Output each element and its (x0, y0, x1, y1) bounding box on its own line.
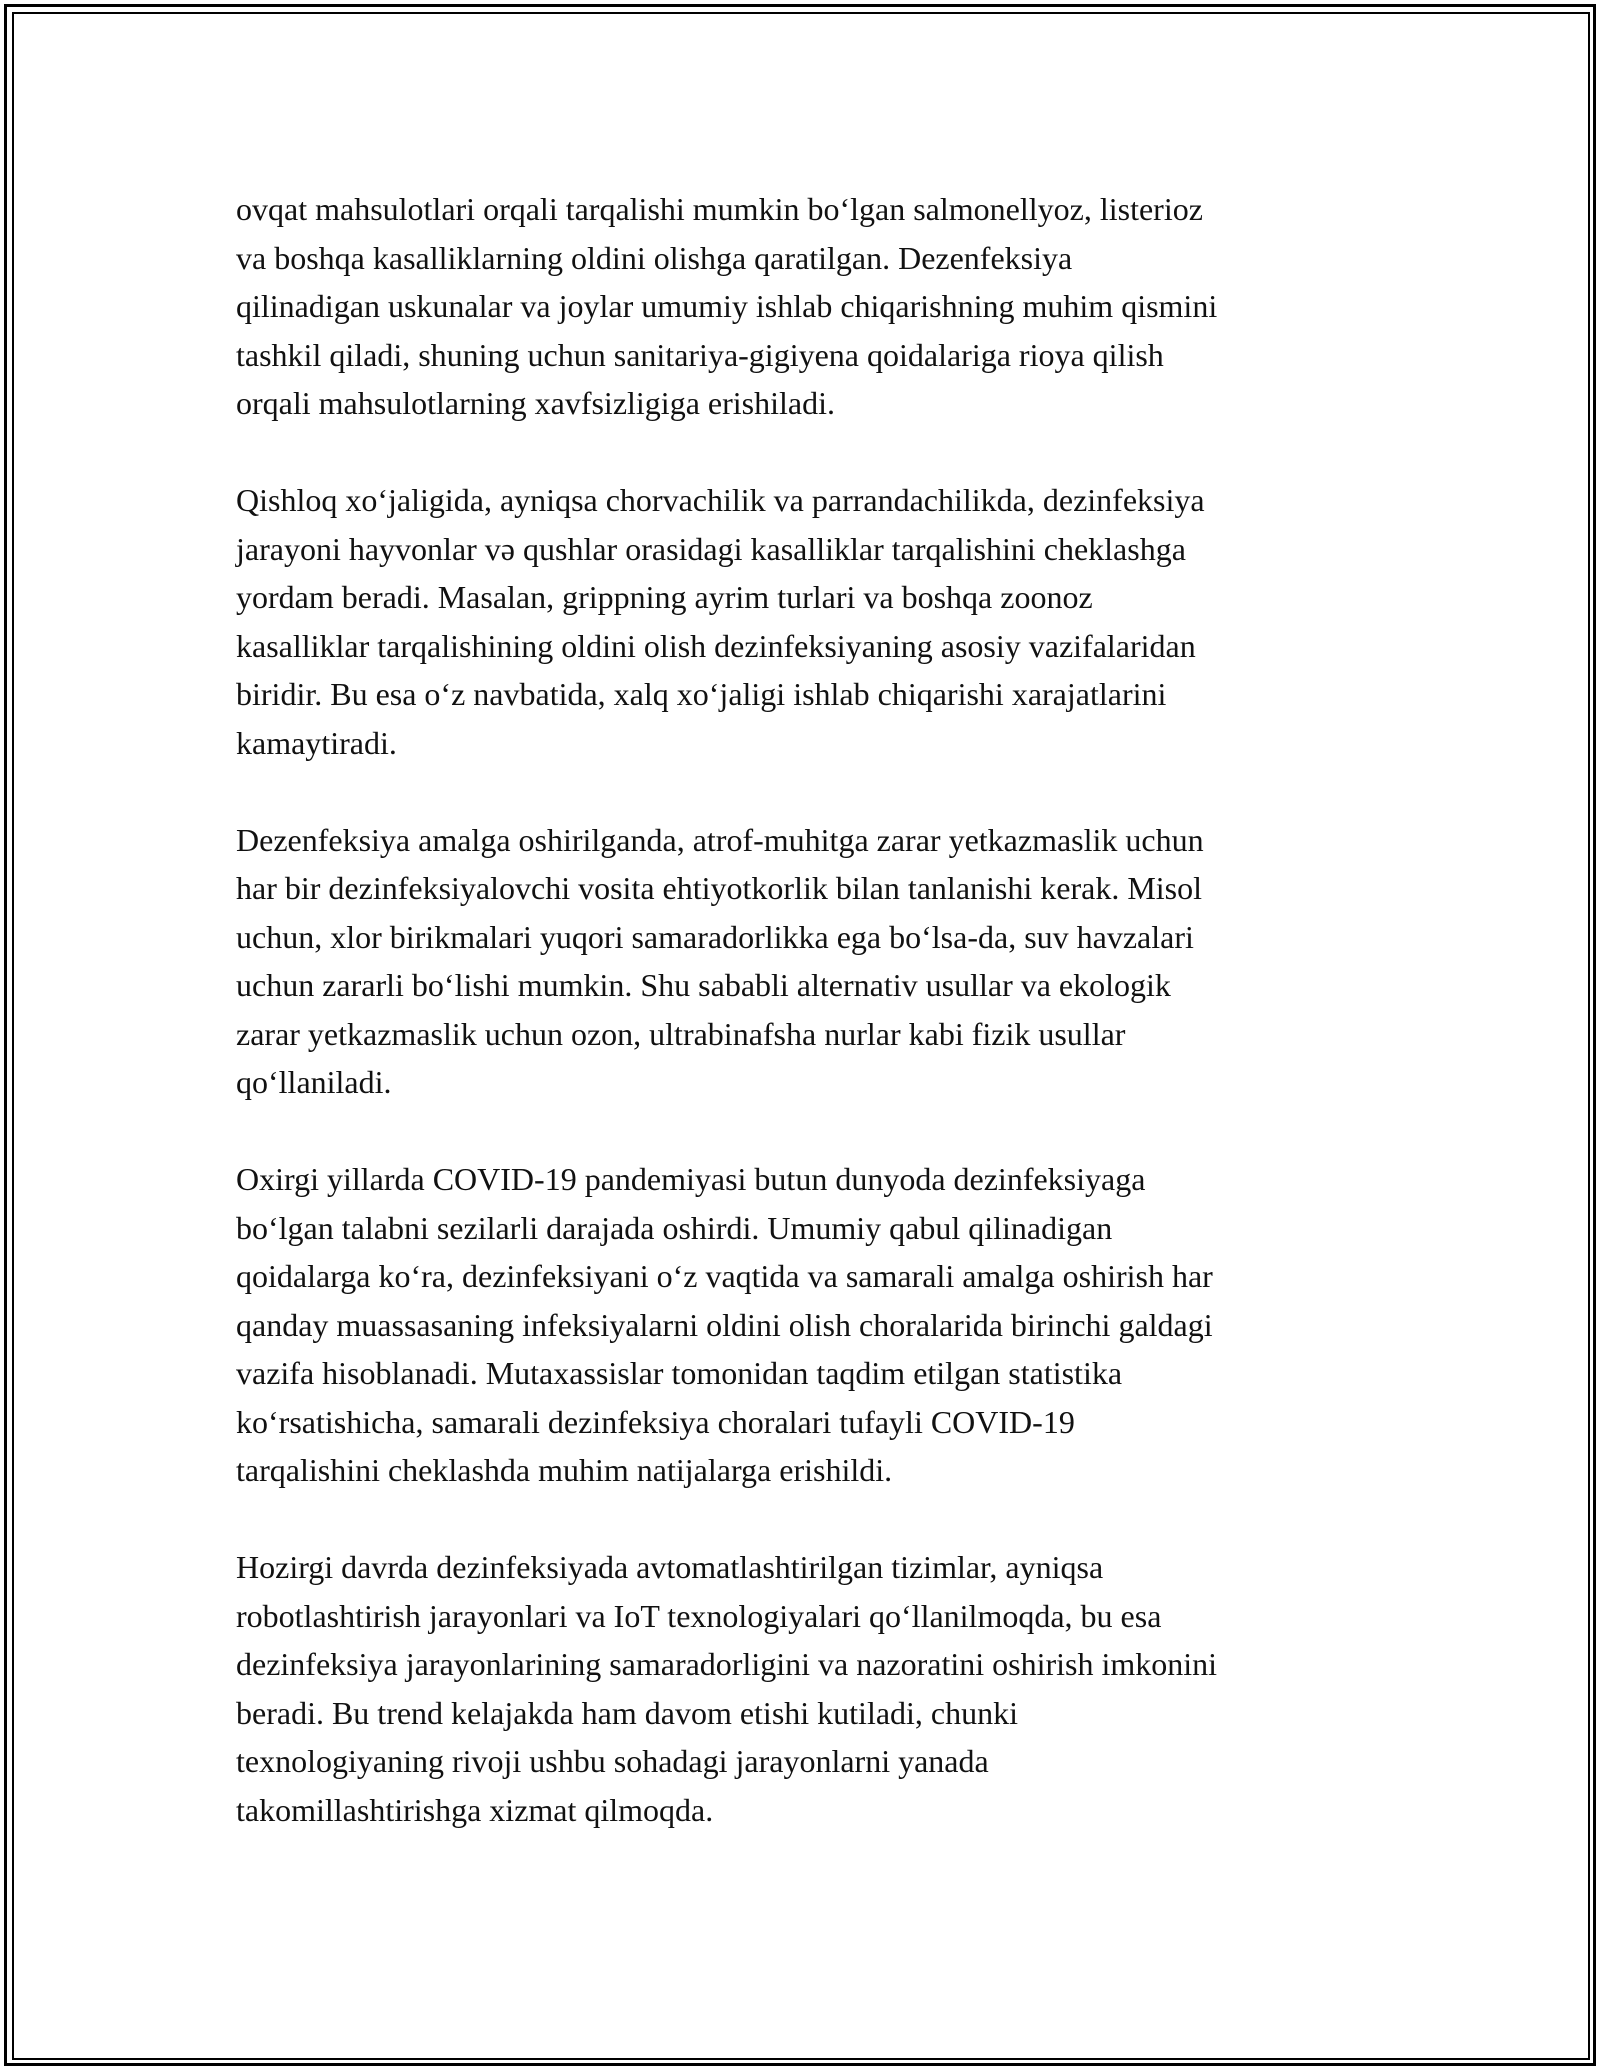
text-line: Hozirgi davrda dezinfeksiyada avtomatlashtirilgan tizimlar, ayniqsa (236, 1549, 1104, 1585)
text-line: jarayoni hayvonlar və qushlar orasidagi kasalliklar tarqalishini cheklashga (236, 530, 1186, 567)
text-line: Dezenfeksiya amalga oshirilganda, atrof-muhitga zarar yetkazmaslik uchun (236, 821, 1204, 858)
text-line: kasalliklar tarqalishining oldini olish dezinfeksiyaning asosiy vazifalaridan (236, 627, 1196, 664)
text-line: orqali mahsulotlarning xavfsizligiga erishiladi. (236, 385, 835, 421)
paragraph-covid (236, 1155, 1366, 1495)
text-line: texnologiyaning rivoji ushbu sohadagi jarayonlarni yanada (236, 1743, 989, 1779)
text-line: qilinadigan uskunalar va joylar umumiy ishlab chiqarishning muhim qismini (236, 288, 1218, 324)
text-line: har bir dezinfeksiyalovchi vosita ehtiyotkorlik bilan tanlanishi kerak. Misol (236, 870, 1202, 906)
paragraph-environment (236, 816, 1366, 1107)
text-line: boʻlgan talabni sezilarli darajada oshirdi. Umumiy qabul qilinadigan (236, 1209, 1113, 1246)
text-line: yordam beradi. Masalan, grippning ayrim turlari va boshqa zoonoz (236, 579, 1093, 615)
text-line: takomillashtirishga xizmat qilmoqda. (236, 1791, 714, 1828)
text-line: qanday muassasaning infeksiyalarni oldini olish choralarida birinchi galdagi (236, 1306, 1213, 1343)
text-line: koʻrsatishicha, samarali dezinfeksiya choralari tufayli COVID-19 (236, 1403, 1075, 1440)
text-line: uchun, xlor birikmalari yuqori samaradorlikka ega boʻlsa-da, suv havzalari (236, 918, 1194, 955)
paragraph-food-safety (236, 185, 1366, 428)
text-line: kamaytiradi. (236, 724, 397, 761)
text-line: Qishloq xoʻjaligida, ayniqsa chorvachilik va parrandachilikda, dezinfeksiya (236, 482, 1205, 518)
text-line: uchun zararli boʻlishi mumkin. Shu sababli alternativ usullar va ekologik (236, 967, 1171, 1003)
text-line: qoidalarga koʻra, dezinfeksiyani oʻz vaqtida va samarali amalga oshirish har (236, 1258, 1213, 1294)
text-line: qoʻllaniladi. (236, 1064, 392, 1100)
document-body (236, 185, 1366, 1883)
text-line: tashkil qiladi, shuning uchun sanitariya-gigiyena qoidalariga rioya qilish (236, 336, 1164, 373)
text-line: ovqat mahsulotlari orqali tarqalishi mumkin boʻlgan salmonellyoz, listerioz (236, 191, 1203, 227)
text-line: zarar yetkazmaslik uchun ozon, ultrabinafsha nurlar kabi fizik usullar (236, 1015, 1126, 1052)
paragraph-automation (236, 1543, 1366, 1834)
text-line: va boshqa kasalliklarning oldini olishga qaratilgan. Dezenfeksiya (236, 239, 1073, 276)
text-line: robotlashtirish jarayonlari va IoT texnologiyalari qoʻllanilmoqda, bu esa (236, 1597, 1162, 1634)
text-line: beradi. Bu trend kelajakda ham davom etishi kutiladi, chunki (236, 1694, 1019, 1731)
text-line: Oxirgi yillarda COVID-19 pandemiyasi butun dunyoda dezinfeksiyaga (236, 1161, 1146, 1197)
text-line: tarqalishini cheklashda muhim natijalarga erishildi. (236, 1452, 893, 1488)
text-line: biridir. Bu esa oʻz navbatida, xalq xoʻjaligi ishlab chiqarishi xarajatlarini (236, 676, 1167, 712)
text-line: dezinfeksiya jarayonlarining samaradorligini va nazoratini oshirish imkonini (236, 1646, 1218, 1682)
paragraph-agriculture (236, 476, 1366, 767)
text-line: vazifa hisoblanadi. Mutaxassislar tomonidan taqdim etilgan statistika (236, 1355, 1123, 1391)
